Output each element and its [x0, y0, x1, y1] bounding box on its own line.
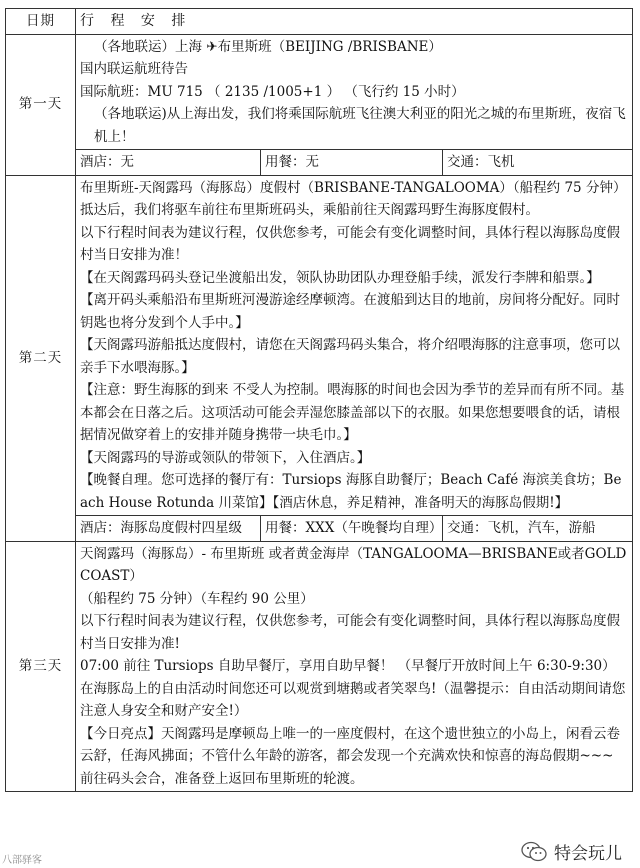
- day-line: 国内联运航班待告: [80, 61, 188, 77]
- wechat-icon: [520, 841, 548, 863]
- day-line: 以下行程时间表为建议行程，仅供您参考，可能会有变化调整时间，具体行程以海豚岛度假村当日安排为准!: [80, 613, 620, 652]
- header-schedule: [76, 9, 633, 35]
- itinerary-table: [5, 8, 633, 792]
- day-line: 以下行程时间表为建议行程，仅供您参考，可能会有变化调整时间，具体行程以海豚岛度假村当日安排为准！: [80, 224, 620, 263]
- transport-cell: 交通：飞机: [443, 150, 633, 176]
- day-label: 第一天: [6, 34, 76, 175]
- day-info-row: [6, 150, 633, 176]
- day-line: 【在天阁露玛码头登记坐渡船出发，领队协助团队办理登船手续，派发行李牌和船票。】: [80, 269, 600, 286]
- day-line: 【晚餐自理。您可选择的餐厅有：Tursiops 海豚自助餐厅；Beach Café 海滨美食坊；Beach House Rotunda 川菜馆】【酒店休息，养足精神，准备明天的海豚岛假期!】: [80, 472, 622, 511]
- day-line: 国际航班：MU 715 （ 2135 /1005+1 ） （飞行约 15 小时）: [80, 83, 465, 100]
- hotel-cell: 酒店：无: [76, 150, 261, 176]
- day-line: 天阁露玛（海豚岛）- 布里斯班 或者黄金海岸（TANGALOOMA—BRISBANE或者GOLD COAST）: [80, 545, 627, 584]
- day-info-row: [6, 516, 633, 542]
- day-line: 【离开码头乘船沿布里斯班河漫游途经摩顿湾。在渡船到达目的地前，房间将分配好。同时钥匙也将分发到个人手中。】: [80, 292, 620, 331]
- day-line: 07:00 前往 Tursiops 自助早餐厅，享用自助早餐！ （早餐厅开放时间上午 6:30-9:30）: [80, 658, 616, 674]
- watermark-right: [516, 839, 626, 864]
- day-content: [76, 34, 633, 150]
- header-schedule-label: 行 程 安 排: [80, 13, 192, 29]
- day-line: 抵达后，我们将驱车前往布里斯班码头，乘船前往天阁露玛野生海豚度假村。: [80, 202, 539, 218]
- day-line: 【天阁露玛游船抵达度假村，请您在天阁露玛码头集合，将介绍喂海豚的注意事项，您可以亲手下水喂海豚。】: [80, 337, 620, 376]
- meal-cell: 用餐：无: [261, 150, 443, 176]
- watermark-left: [2, 851, 42, 866]
- day-content: [76, 175, 633, 516]
- day-line: 布里斯班-天阁露玛（海豚岛）度假村（BRISBANE-TANGALOOMA）（船程约 75 分钟）: [80, 179, 627, 196]
- transport-cell: 交通：飞机，汽车，游船: [443, 516, 633, 542]
- day-label: 第三天: [6, 541, 76, 792]
- day-line: （各地联运）上海 ✈布里斯班（BEIJING /BRISBANE）: [94, 38, 442, 55]
- day-content: [76, 541, 633, 792]
- day-line: （船程约 75 分钟）（车程约 90 公里）: [80, 590, 314, 607]
- day-label: 第二天: [6, 175, 76, 541]
- day-line: 【注意：野生海豚的到来 不受人为控制。喂海豚的时间也会因为季节的差异而有所不同。基本都会在日落之后。这项活动可能会弄湿您膝盖部以下的衣服。如果您想要喂食的话，请根据情况做穿着上的安排并随身携带一块毛巾。】: [80, 382, 625, 443]
- day-line: （各地联运)从上海出发，我们将乘国际航班飞往澳大利亚的阳光之城的布里斯班，夜宿飞机上！: [94, 106, 626, 145]
- header-day: 日期: [6, 9, 76, 35]
- watermark-right-text: 特会玩儿: [554, 844, 622, 864]
- day-line: 【今日亮点】天阁露玛是摩顿岛上唯一的一座度假村，在这个遗世独立的小岛上，闲看云卷云舒，任海风拂面；不管什么年龄的游客，都会发现一个充满欢快和惊喜的海岛假期~~~: [80, 725, 620, 764]
- day-line: 【天阁露玛的导游或领队的带领下，入住酒店。】: [80, 449, 371, 466]
- day-row: [6, 34, 633, 150]
- day-row: [6, 541, 633, 792]
- hotel-cell: 酒店：海豚岛度假村四星级: [76, 516, 261, 542]
- watermark-left-text: 八部驿客: [2, 855, 42, 866]
- day-line: 在海豚岛上的自由活动时间您还可以观赏到塘鹅或者笑翠鸟!（温馨提示：自由活动期间请您注意人身安全和财产安全!）: [80, 680, 626, 719]
- header-row: [6, 9, 633, 35]
- day-row: [6, 175, 633, 516]
- meal-cell: 用餐：XXX（午晚餐均自理）: [261, 516, 443, 542]
- day-line: 前往码头会合，准备登上返回布里斯班的轮渡。: [80, 770, 364, 787]
